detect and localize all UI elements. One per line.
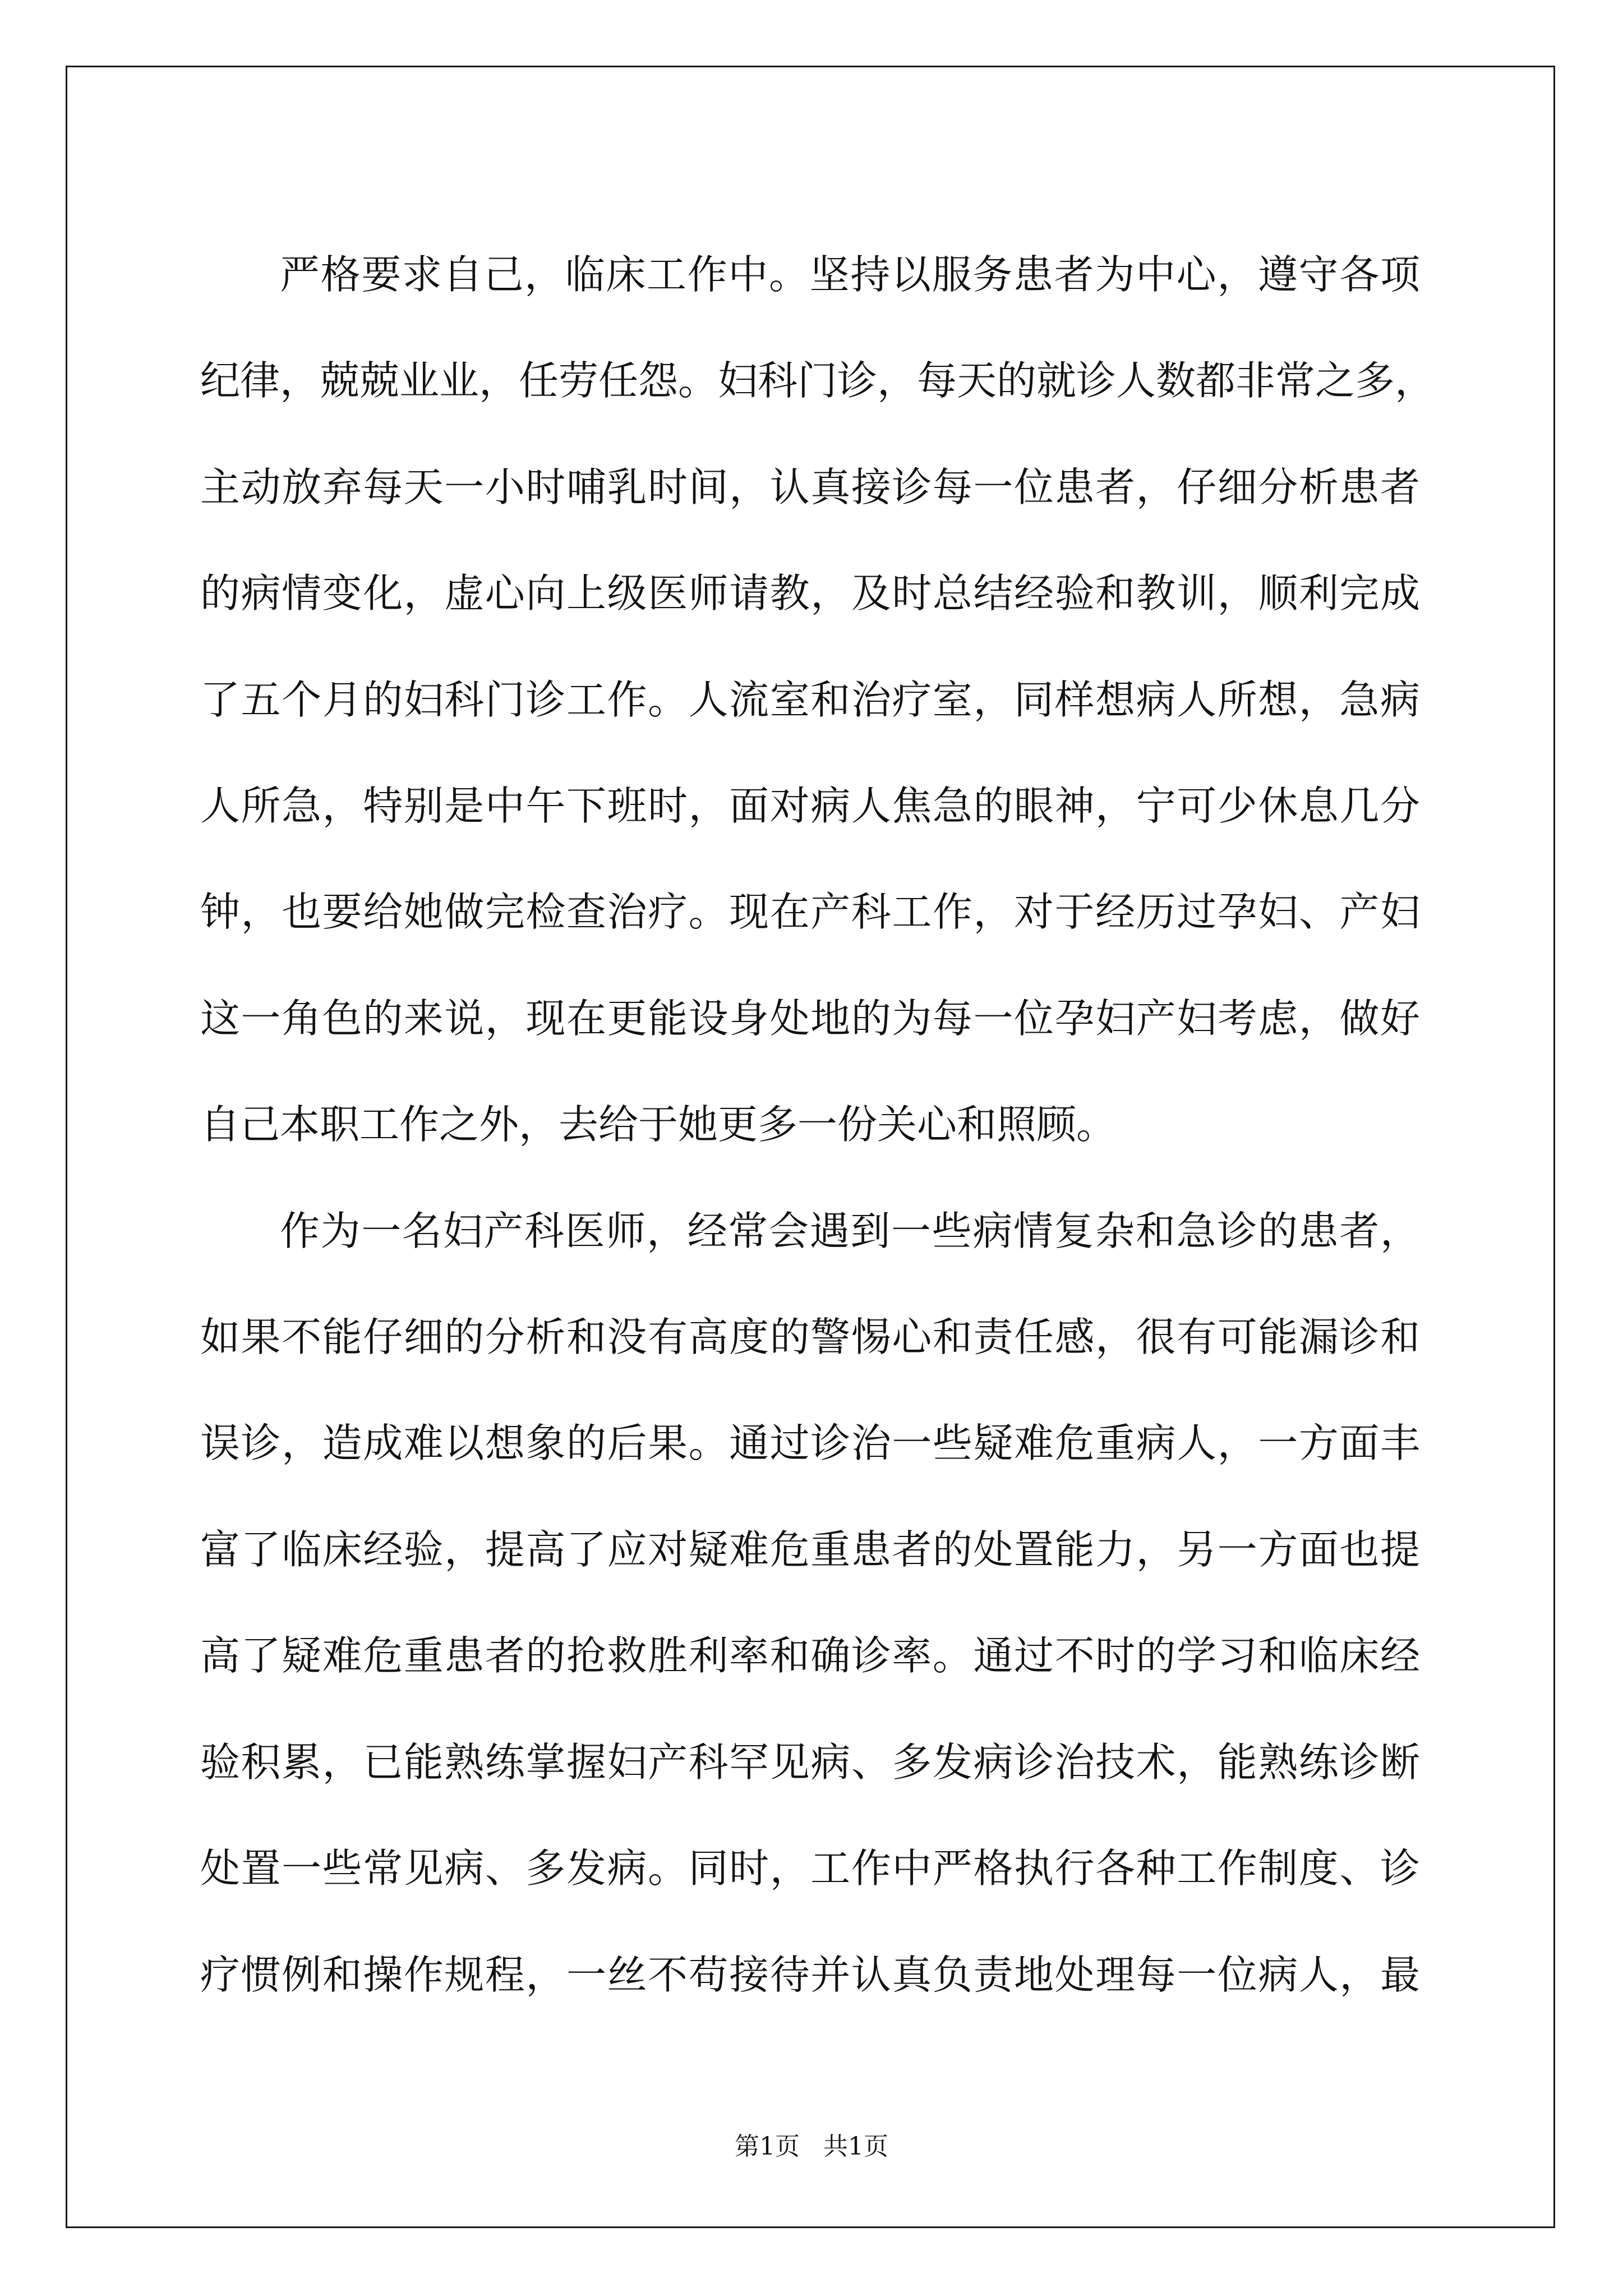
text-line: 纪律，兢兢业业，任劳任怨。妇科门诊，每天的就诊人数都非常之多， — [200, 357, 1435, 404]
paragraph-2 — [200, 1178, 1420, 2028]
text-line: 误诊，造成难以想象的后果。通过诊治一些疑难危重病人，一方面丰 — [200, 1420, 1420, 1467]
text-line: 了五个月的妇科门诊工作。人流室和治疗室，同样想病人所想，急病 — [200, 676, 1420, 723]
text-line: 主动放弃每天一小时哺乳时间，认真接诊每一位患者，仔细分析患者 — [200, 463, 1420, 510]
text-line: 处置一些常见病、多发病。同时，工作中严格执行各种工作制度、诊 — [200, 1845, 1420, 1892]
text-line: 钟，也要给她做完检查治疗。现在产科工作，对于经历过孕妇、产妇 — [200, 889, 1420, 936]
text-line: 验积累，已能熟练掌握妇产科罕见病、多发病诊治技术，能熟练诊断 — [200, 1738, 1420, 1786]
text-line: 的病情变化，虚心向上级医师请教，及时总结经验和教训，顺利完成 — [200, 570, 1420, 617]
text-line: 严格要求自己，临床工作中。坚持以服务患者为中心，遵守各项 — [280, 251, 1420, 298]
text-line: 如果不能仔细的分析和没有高度的警惕心和责任感，很有可能漏诊和 — [200, 1314, 1420, 1361]
document-body — [200, 222, 1435, 2028]
page-number-footer: 第1页 共1页 — [735, 2132, 888, 2161]
text-line: 富了临床经验，提高了应对疑难危重患者的处置能力，另一方面也提 — [200, 1526, 1420, 1573]
text-line: 人所急，特别是中午下班时，面对病人焦急的眼神，宁可少休息几分 — [200, 783, 1420, 830]
text-line: 高了疑难危重患者的抢救胜利率和确诊率。通过不时的学习和临床经 — [200, 1632, 1420, 1680]
paragraph-1 — [200, 222, 1435, 1178]
text-line: 疗惯例和操作规程，一丝不苟接待并认真负责地处理每一位病人，最 — [200, 1951, 1420, 1998]
text-line: 自己本职工作之外，去给于她更多一份关心和照顾。 — [200, 1101, 1117, 1148]
text-line: 作为一名妇产科医师，经常会遇到一些病情复杂和急诊的患者， — [280, 1207, 1420, 1254]
text-line: 这一角色的来说，现在更能设身处地的为每一位孕妇产妇考虑，做好 — [200, 995, 1420, 1042]
